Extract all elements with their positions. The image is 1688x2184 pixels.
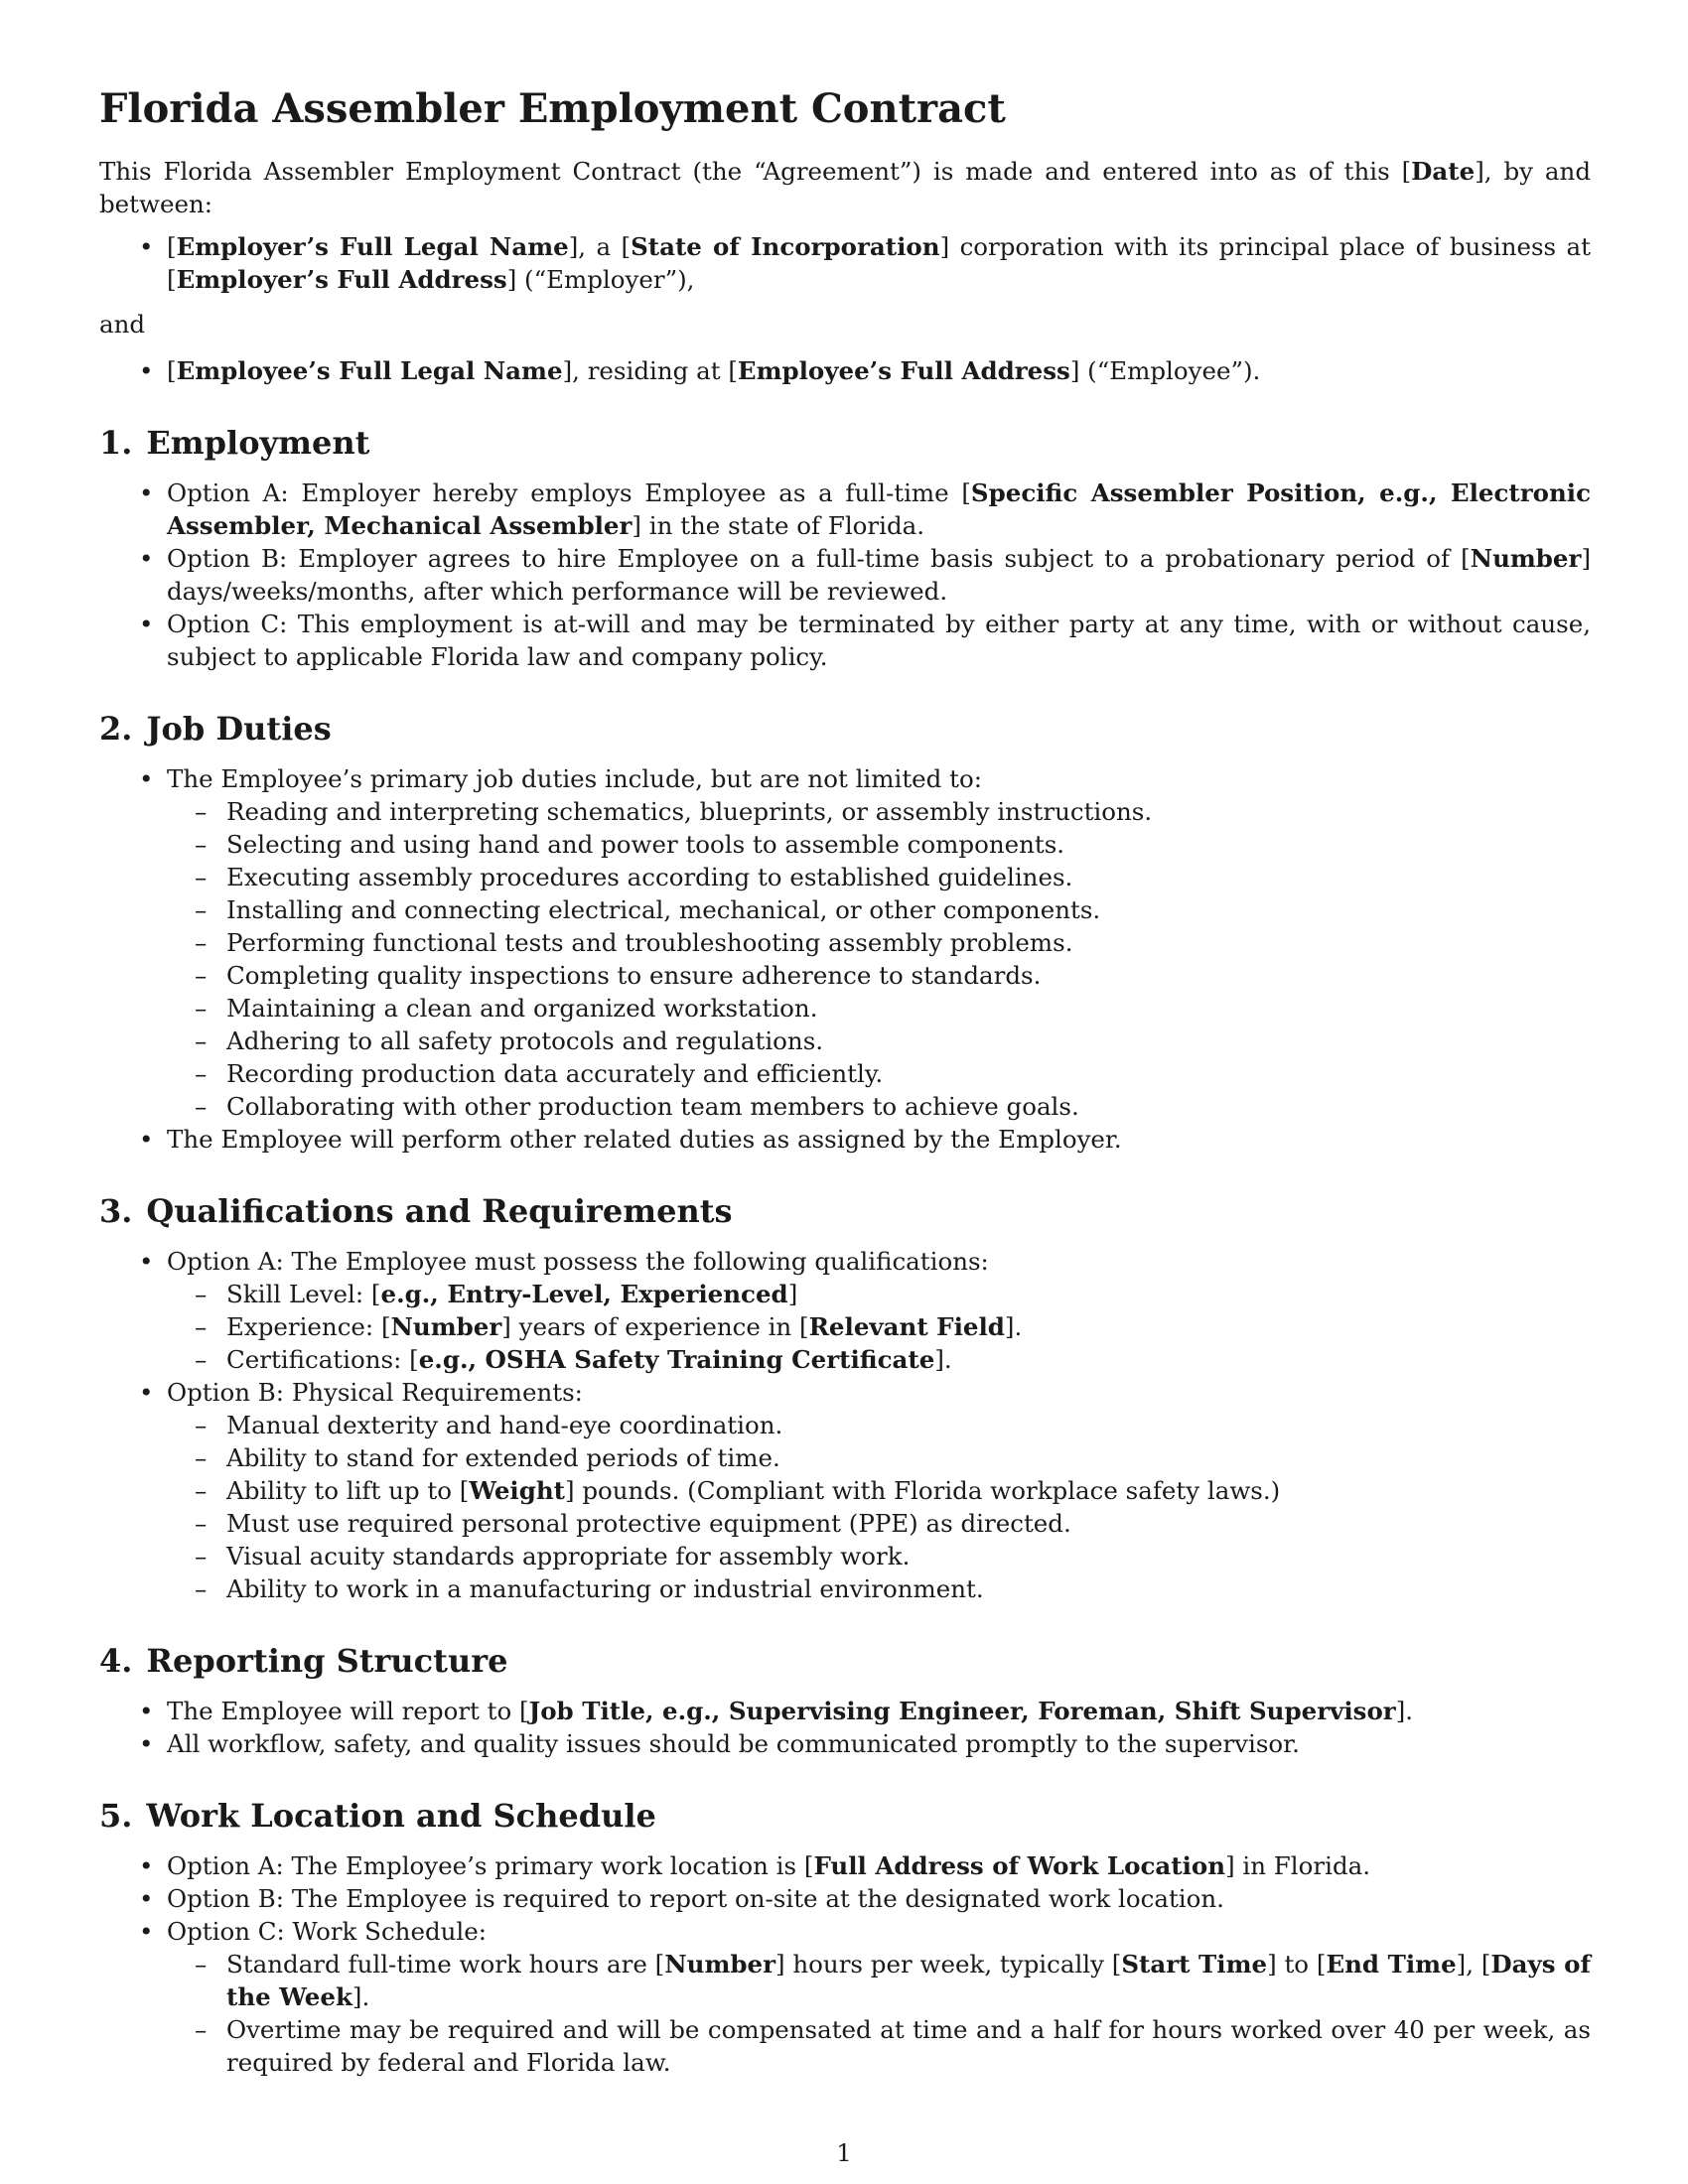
section-number: 3. — [99, 1192, 133, 1230]
physical-requirements-sublist — [167, 1409, 1591, 1605]
section-number: 5. — [99, 1797, 133, 1835]
parties-list — [99, 230, 1591, 296]
section-title: Work Location and Schedule — [146, 1797, 656, 1835]
list-item — [99, 762, 1591, 1123]
and-connector: and — [99, 310, 146, 339]
text: Option A: The Employee’s primary work location is [ — [167, 1851, 814, 1880]
end-time-placeholder: End Time — [1326, 1950, 1457, 1979]
list-item — [99, 1245, 1591, 1376]
sub-item — [167, 1278, 1591, 1310]
list-item — [99, 542, 1591, 608]
list-item — [99, 477, 1591, 542]
list-item — [99, 1915, 1591, 2079]
number-placeholder: Number — [390, 1312, 502, 1341]
employer-address-placeholder: Employer’s Full Address — [176, 265, 507, 294]
sub-item — [167, 1474, 1591, 1507]
text: Option A: The Employee must possess the following qualifications: — [167, 1247, 989, 1276]
sub-item — [167, 1948, 1591, 2013]
text: ] hours per week, typically [ — [775, 1950, 1122, 1979]
duty-item: – Maintaining a clean and organized workstation. — [167, 992, 1591, 1024]
intro-text: This Florida Assembler Employment Contract (the “Agreement”) is made and entered into as of this [ — [99, 157, 1412, 186]
text: ]. — [1395, 1697, 1414, 1725]
text: Option B: Physical Requirements: — [167, 1378, 583, 1407]
section-title: Employment — [146, 424, 370, 462]
duty-item: – Collaborating with other production team members to achieve goals. — [167, 1090, 1591, 1123]
duties-sublist — [167, 795, 1591, 1123]
text: ], a [ — [568, 232, 632, 261]
duty-item: – Adhering to all safety protocols and regulations. — [167, 1024, 1591, 1057]
section-heading-reporting — [99, 1641, 1591, 1681]
duty-item: – Completing quality inspections to ensure adherence to standards. — [167, 959, 1591, 992]
section-number: 4. — [99, 1642, 133, 1680]
text: Option B: Employer agrees to hire Employee on a full-time basis subject to a probationary period of [ — [167, 544, 1471, 573]
intro-paragraph — [99, 155, 1591, 220]
state-placeholder: State of Incorporation — [631, 232, 940, 261]
duty-item: – Reading and interpreting schematics, blueprints, or assembly instructions. — [167, 795, 1591, 828]
document-title: Florida Assembler Employment Contract — [99, 85, 1006, 132]
sub-item — [167, 1343, 1591, 1376]
reporting-list — [99, 1695, 1591, 1760]
duty-item: – Installing and connecting electrical, mechanical, or other components. — [167, 893, 1591, 926]
text: ] pounds. (Compliant with Florida workplace safety laws.) — [565, 1476, 1281, 1505]
text: ] — [787, 1280, 798, 1308]
text: The Employee will report to [ — [167, 1697, 529, 1725]
duty-item: – Executing assembly procedures according to established guidelines. — [167, 861, 1591, 893]
text: ] (“Employee”). — [1069, 356, 1261, 385]
intro-text: ], by and between: — [99, 157, 1592, 218]
contract-page — [99, 83, 1591, 2079]
section-title: Reporting Structure — [146, 1642, 508, 1680]
text: ] to [ — [1267, 1950, 1327, 1979]
duty-item: – Selecting and using hand and power tools to assemble components. — [167, 828, 1591, 861]
text: ] (“Employer”), — [506, 265, 695, 294]
sub-item — [167, 1310, 1591, 1343]
list-item — [99, 1376, 1591, 1605]
text: ] years of experience in [ — [501, 1312, 809, 1341]
text: ], residing at [ — [562, 356, 738, 385]
job-title-placeholder: Job Title, e.g., Supervising Engineer, Foreman, Shift Supervisor — [528, 1697, 1396, 1725]
text: The Employee’s primary job duties include, but are not limited to: — [167, 764, 982, 793]
start-time-placeholder: Start Time — [1121, 1950, 1268, 1979]
section-heading-employment — [99, 423, 1591, 463]
text: Standard full-time work hours are [ — [226, 1950, 665, 1979]
text: ]. — [1004, 1312, 1023, 1341]
list-item: • Option C: This employment is at-will and may be terminated by either party at any time, with or without cause, subject to applicable Florida law and company policy. — [99, 608, 1591, 673]
text: Option C: Work Schedule: — [167, 1917, 488, 1946]
text: ] in Florida. — [1225, 1851, 1371, 1880]
list-item — [99, 1695, 1591, 1727]
number-placeholder: Number — [1470, 544, 1582, 573]
text: Ability to lift up to [ — [226, 1476, 470, 1505]
number-placeholder: Number — [664, 1950, 776, 1979]
sub-item: – Ability to stand for extended periods of time. — [167, 1441, 1591, 1474]
text: Certifications: [ — [226, 1345, 419, 1374]
section-number: 2. — [99, 710, 133, 748]
employee-name-placeholder: Employee’s Full Legal Name — [176, 356, 563, 385]
section-heading-work-location — [99, 1796, 1591, 1836]
position-placeholder: Specific Assembler Position, e.g., Electronic Assembler, Mechanical Assembler — [167, 478, 1592, 540]
text: ] corporation with its principal place of business at [ — [167, 232, 1592, 294]
sub-item: – Manual dexterity and hand-eye coordination. — [167, 1409, 1591, 1441]
date-placeholder: Date — [1411, 157, 1476, 186]
skill-placeholder: e.g., Entry-Level, Experienced — [380, 1280, 788, 1308]
section-title: Qualifications and Requirements — [146, 1192, 733, 1230]
employer-name-placeholder: Employer’s Full Legal Name — [176, 232, 569, 261]
text: Option A: Employer hereby employs Employee as a full-time [ — [167, 478, 971, 507]
list-item: • Option B: The Employee is required to report on-site at the designated work location. — [99, 1882, 1591, 1915]
work-address-placeholder: Full Address of Work Location — [813, 1851, 1226, 1880]
sub-item: – Overtime may be required and will be compensated at time and a half for hours worked over 40 per week, as required by federal and Florida law. — [167, 2013, 1591, 2079]
list-item: • All workflow, safety, and quality issues should be communicated promptly to the supervisor. — [99, 1727, 1591, 1760]
section-heading-job-duties — [99, 709, 1591, 749]
duty-item: – Recording production data accurately and efficiently. — [167, 1057, 1591, 1090]
field-placeholder: Relevant Field — [808, 1312, 1005, 1341]
text: Experience: [ — [226, 1312, 391, 1341]
list-item: • The Employee will perform other related duties as assigned by the Employer. — [99, 1123, 1591, 1156]
list-item — [99, 1849, 1591, 1882]
certification-placeholder: e.g., OSHA Safety Training Certificate — [418, 1345, 935, 1374]
qualifications-list — [99, 1245, 1591, 1605]
text: ]. — [352, 1982, 370, 2011]
sub-item: – Must use required personal protective equipment (PPE) as directed. — [167, 1507, 1591, 1540]
sub-item: – Visual acuity standards appropriate for assembly work. — [167, 1540, 1591, 1572]
text: [ — [167, 356, 177, 385]
qualifications-sublist — [167, 1278, 1591, 1376]
text: ] days/weeks/months, after which performance will be reviewed. — [167, 544, 1591, 606]
page-number: 1 — [836, 2138, 852, 2167]
work-location-list — [99, 1849, 1591, 2079]
section-heading-qualifications — [99, 1191, 1591, 1231]
days-placeholder: Days of the Week — [226, 1950, 1591, 2011]
weight-placeholder: Weight — [469, 1476, 565, 1505]
text: ], [ — [1456, 1950, 1491, 1979]
employer-party — [99, 230, 1591, 296]
text: ]. — [934, 1345, 952, 1374]
text: Skill Level: [ — [226, 1280, 381, 1308]
section-title: Job Duties — [146, 710, 332, 748]
text: [ — [167, 232, 177, 261]
employee-address-placeholder: Employee’s Full Address — [737, 356, 1070, 385]
text: ] in the state of Florida. — [632, 511, 925, 540]
parties-list — [99, 354, 1591, 387]
section-number: 1. — [99, 424, 133, 462]
employment-options — [99, 477, 1591, 673]
sub-item: – Ability to work in a manufacturing or industrial environment. — [167, 1572, 1591, 1605]
employee-party — [99, 354, 1591, 387]
schedule-sublist — [167, 1948, 1591, 2079]
duty-item: – Performing functional tests and troubleshooting assembly problems. — [167, 926, 1591, 959]
job-duties-list — [99, 762, 1591, 1156]
